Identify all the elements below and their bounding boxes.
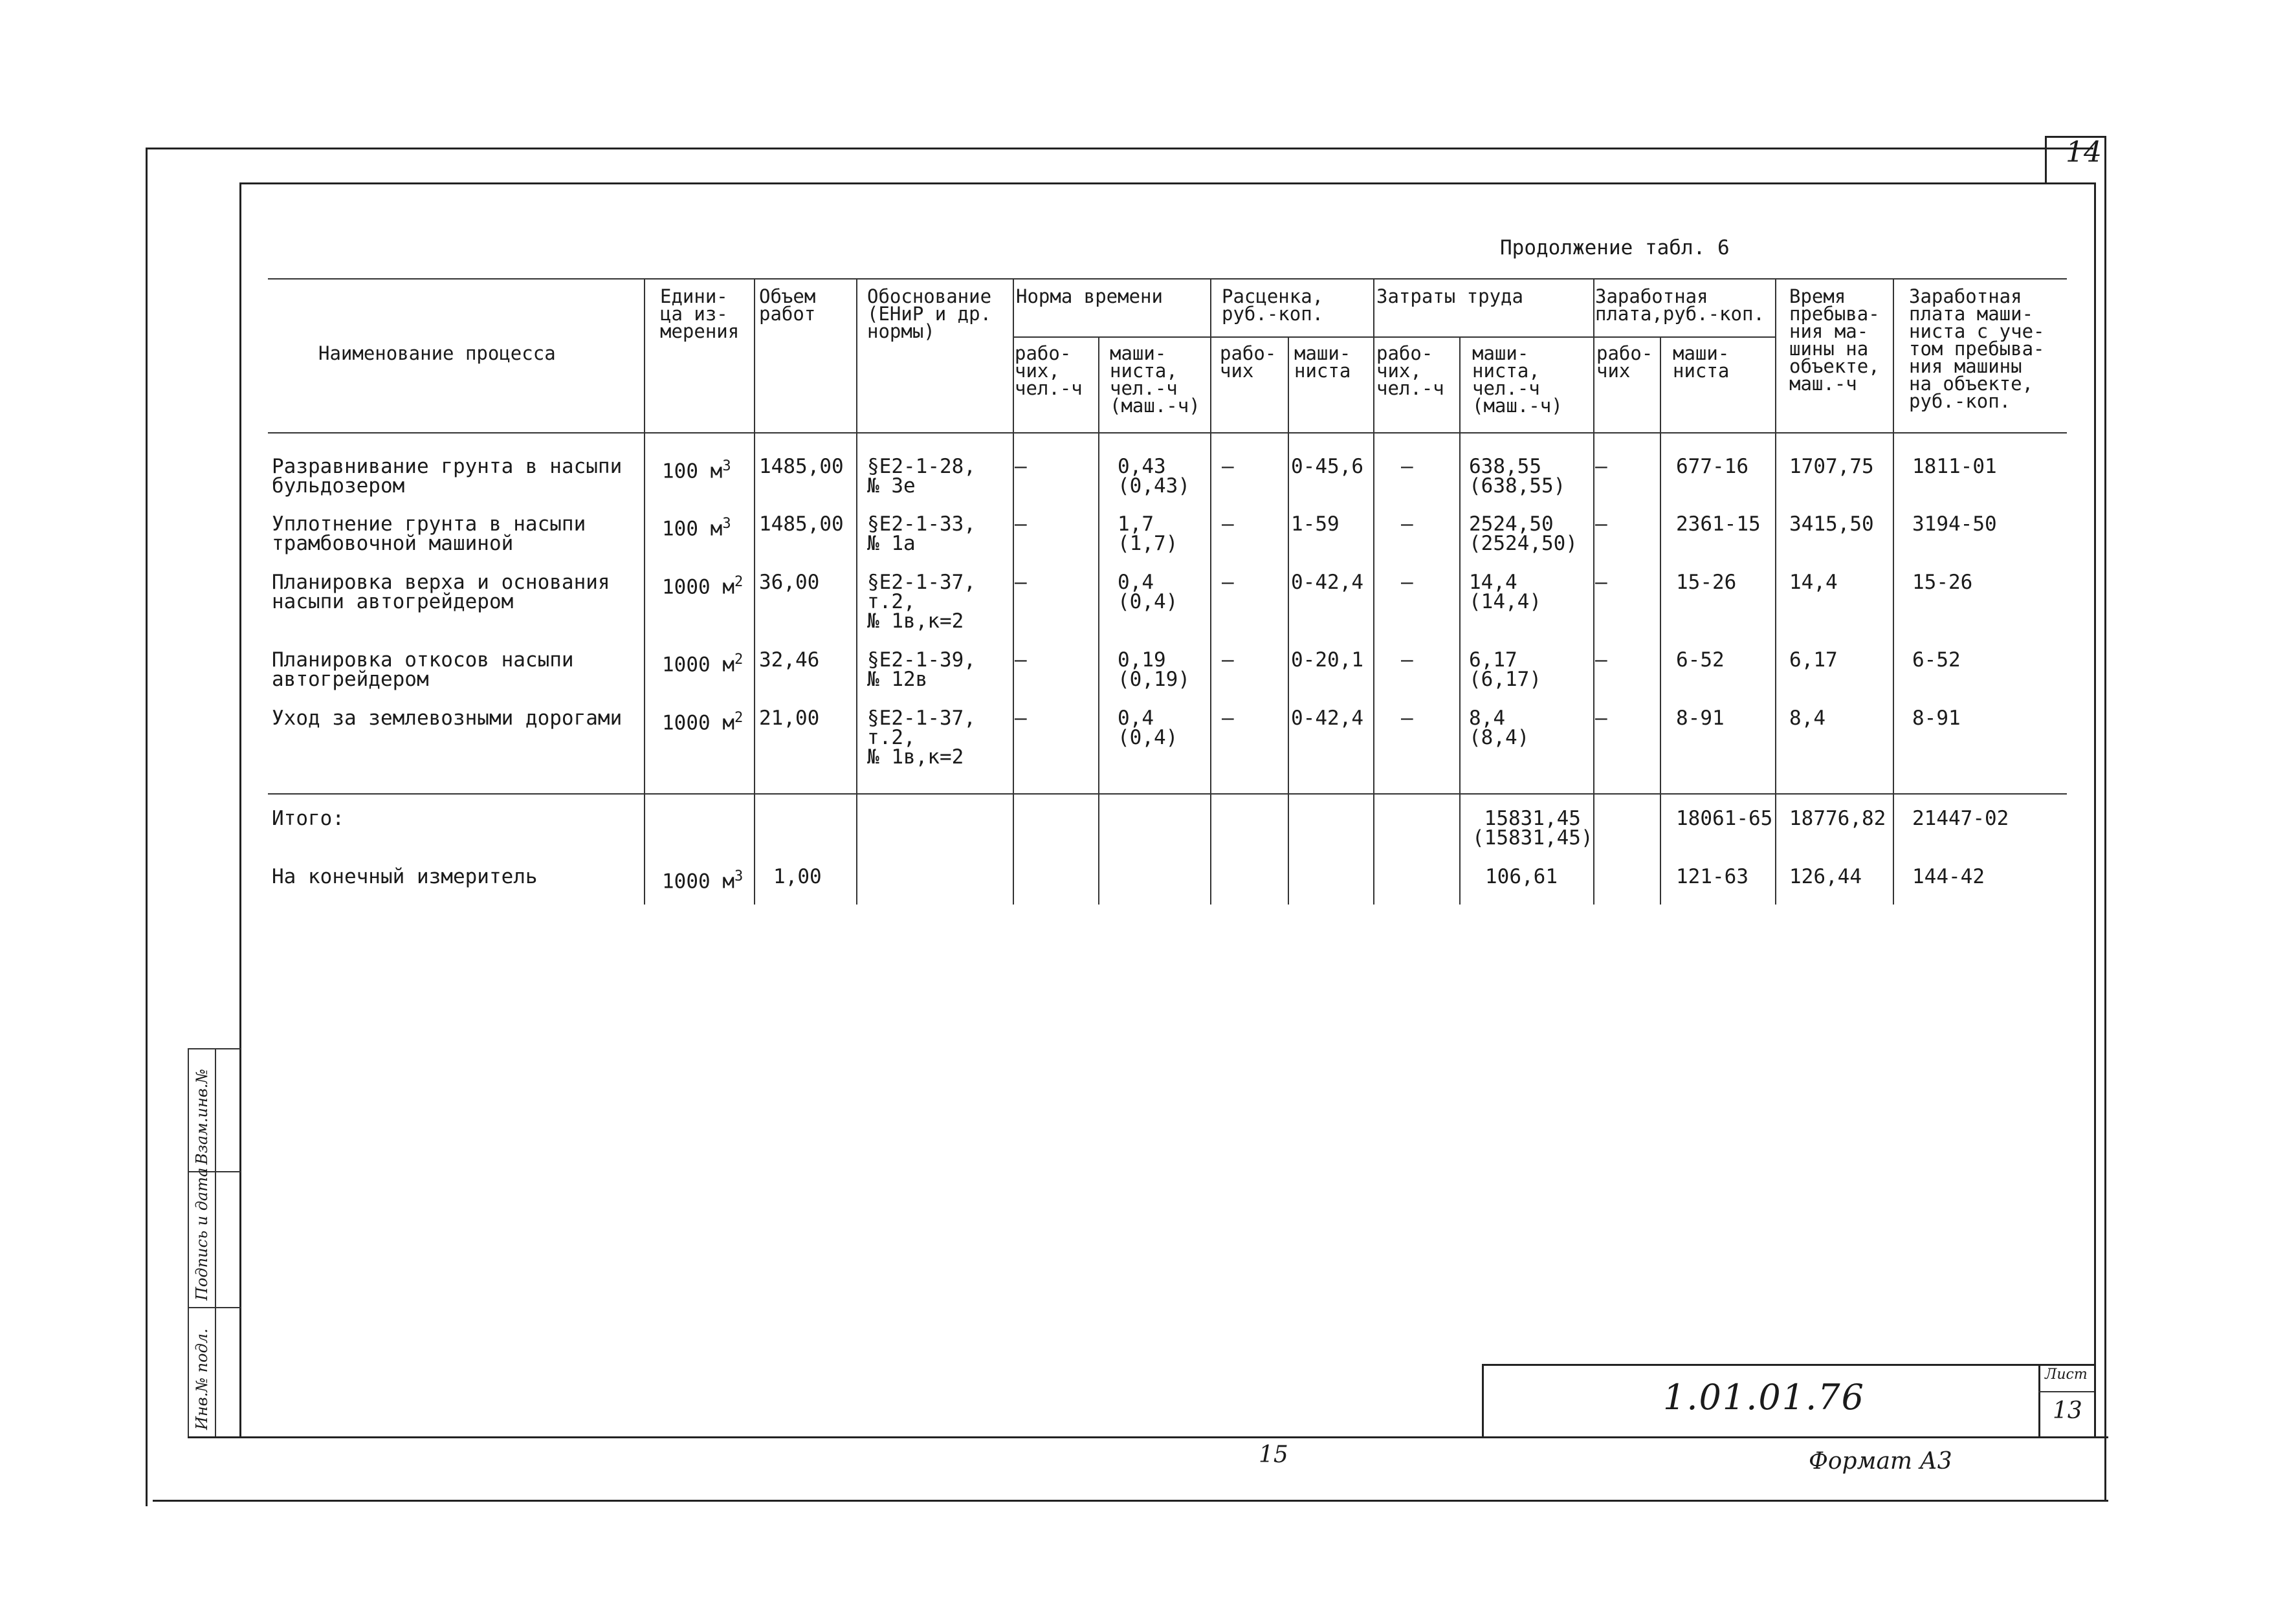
col-line-wage: [1593, 278, 1594, 905]
row-4-norm-d: 0,4 (0,4): [1118, 707, 1178, 749]
row-0-rate-d: 0-45,6: [1291, 455, 1363, 478]
col-line-wagetotal: [1893, 278, 1894, 905]
final-volume: 1,00: [773, 865, 822, 888]
row-1-wage-w: –: [1595, 512, 1607, 536]
side-stamp-left: [188, 1048, 189, 1436]
row-2-name: Планировка верха и основания насыпи автогрейдером: [272, 571, 610, 613]
row-1-rate-w: –: [1222, 512, 1234, 536]
inner-frame-left: [239, 182, 241, 1438]
row-0-basis: §Е2-1-28, № 3е: [867, 455, 976, 498]
row-0-stay: 1707,75: [1789, 455, 1874, 478]
row-1-norm-d: 1,7 (1,7): [1118, 512, 1178, 555]
col-line-stay: [1775, 278, 1776, 905]
row-0-unit: 100 $м^3$: [662, 458, 731, 483]
outer-frame-left: [146, 148, 148, 1506]
table-top-rule: [268, 278, 2067, 280]
row-2-wage-w: –: [1595, 571, 1607, 594]
total-stay: 18776,82: [1789, 807, 1886, 830]
col-line-labor-sub: [1459, 336, 1461, 905]
row-3-rate-d: 0-20,1: [1291, 648, 1363, 672]
subheader-rate-driver: маши- ниста: [1294, 342, 1351, 382]
row-1-norm-w: –: [1015, 512, 1027, 536]
header-basis: Обоснование (ЕНиР и др. нормы): [867, 285, 992, 342]
row-0-wage-total: 1811-01: [1912, 455, 1997, 478]
row-2-norm-d: 0,4 (0,4): [1118, 571, 1178, 613]
row-1-volume: 1485,00: [759, 512, 844, 536]
row-4-basis: §Е2-1-37, т.2, № 1в,к=2: [867, 707, 976, 769]
row-3-stay: 6,17: [1789, 648, 1838, 672]
inner-frame-right: [2094, 182, 2096, 1438]
row-2-unit: 1000 $м^2$: [662, 574, 744, 599]
row-2-basis: §Е2-1-37, т.2, № 1в,к=2: [867, 571, 976, 633]
format-label: Формат А3: [1809, 1448, 1952, 1475]
row-1-unit: 100 $м^3$: [662, 516, 731, 541]
row-4-rate-w: –: [1222, 707, 1234, 730]
bottom-page-number: 15: [1259, 1442, 1288, 1468]
row-4-name: Уход за землевозными дорогами: [272, 707, 623, 730]
stamp-list-divider: [2038, 1364, 2040, 1438]
col-line-labor: [1373, 278, 1374, 905]
subheader-norm-driver: маши- ниста, чел.-ч (маш.-ч): [1110, 342, 1200, 417]
col-line-norm-sub: [1098, 336, 1099, 905]
row-2-norm-w: –: [1015, 571, 1027, 594]
row-3-volume: 32,46: [759, 648, 820, 672]
col-line-wage-sub: [1660, 336, 1661, 905]
row-1-name: Уплотнение грунта в насыпи трамбовочной машиной: [272, 512, 586, 555]
side-stamp-top: [188, 1048, 241, 1049]
col-line-rate-sub: [1288, 336, 1289, 905]
row-1-labor-w: –: [1401, 512, 1413, 536]
col-line-volume: [754, 278, 755, 905]
header-labor: Затраты труда: [1376, 285, 1523, 307]
side-label-inv: Инв.№ подл.: [193, 1328, 211, 1430]
row-4-labor-w: –: [1401, 707, 1413, 730]
outer-frame-right: [2104, 136, 2106, 1500]
row-1-wage-total: 3194-50: [1912, 512, 1997, 536]
row-4-stay: 8,4: [1789, 707, 1825, 730]
row-2-rate-w: –: [1222, 571, 1234, 594]
row-0-labor-w: –: [1401, 455, 1413, 478]
corner-top-number: 14: [2066, 136, 2102, 169]
row-2-volume: 36,00: [759, 571, 820, 594]
row-2-wage-total: 15-26: [1912, 571, 1973, 594]
row-3-labor-w: –: [1401, 648, 1413, 672]
row-0-norm-w: –: [1015, 455, 1027, 478]
row-2-labor-w: –: [1401, 571, 1413, 594]
row-0-name: Разравнивание грунта в насыпи бульдозером: [272, 455, 623, 498]
continuation-title: Продолжение табл. 6: [1500, 236, 1730, 259]
header-unit: Едини- ца из- мерения: [660, 285, 740, 342]
final-wage-driver: 121-63: [1676, 865, 1748, 888]
row-4-labor-d: 8,4 (8,4): [1469, 707, 1530, 749]
row-1-wage-d: 2361-15: [1676, 512, 1761, 536]
row-2-labor-d: 14,4 (14,4): [1469, 571, 1541, 613]
final-wage-total: 144-42: [1912, 865, 1985, 888]
subheader-rate-workers: рабо- чих: [1220, 342, 1277, 382]
subheader-wage-workers: рабо- чих: [1596, 342, 1653, 382]
row-2-rate-d: 0-42,4: [1291, 571, 1363, 594]
row-1-basis: §Е2-1-33, № 1а: [867, 512, 976, 555]
row-0-norm-d: 0,43 (0,43): [1118, 455, 1190, 498]
subheader-labor-driver: маши- ниста, чел.-ч (маш.-ч): [1472, 342, 1563, 417]
row-1-labor-d: 2524,50 (2524,50): [1469, 512, 1578, 555]
header-wage: Заработная плата,руб.-коп.: [1595, 285, 1765, 325]
total-wage-total: 21447-02: [1912, 807, 2009, 830]
final-label: На конечный измеритель: [272, 865, 538, 888]
stamp-list-number: 13: [2053, 1398, 2082, 1424]
row-0-volume: 1485,00: [759, 455, 844, 478]
stamp-list-label: Лист: [2045, 1366, 2088, 1383]
header-wage-driver: Заработная плата маши- ниста с уче- том пребыва- ния машины на объекте, руб.-коп.: [1909, 285, 2045, 412]
col-line-norm: [1013, 278, 1014, 905]
row-4-rate-d: 0-42,4: [1291, 707, 1363, 730]
stamp-left: [1482, 1364, 1484, 1438]
row-1-stay: 3415,50: [1789, 512, 1874, 536]
final-labor-driver: 106,61: [1485, 865, 1558, 888]
subheader-labor-workers: рабо- чих, чел.-ч: [1376, 342, 1444, 399]
subheader-norm-workers: рабо- чих, чел.-ч: [1015, 342, 1083, 399]
row-3-unit: 1000 $м^2$: [662, 652, 744, 677]
final-stay: 126,44: [1789, 865, 1862, 888]
col-line-unit: [644, 278, 645, 905]
row-3-labor-d: 6,17 (6,17): [1469, 648, 1541, 691]
row-2-wage-d: 15-26: [1676, 571, 1737, 594]
subheader-wage-driver: маши- ниста: [1673, 342, 1730, 382]
row-4-unit: 1000 $м^2$: [662, 710, 744, 735]
header-rate: Расценка, руб.-коп.: [1222, 285, 1324, 325]
header-process: Наименование процесса: [318, 342, 556, 364]
row-4-wage-d: 8-91: [1676, 707, 1725, 730]
stamp-code: 1.01.01.76: [1663, 1377, 1865, 1418]
row-3-wage-w: –: [1595, 648, 1607, 672]
outer-frame-bottom: [153, 1500, 2108, 1502]
row-1-rate-d: 1-59: [1291, 512, 1340, 536]
total-wage-driver: 18061-65: [1676, 807, 1773, 830]
header-norm-time: Норма времени: [1016, 285, 1163, 307]
row-3-basis: §Е2-1-39, № 12в: [867, 648, 976, 691]
row-3-norm-w: –: [1015, 648, 1027, 672]
header-stay-time: Время пребыва- ния ма- шины на объекте, маш.-ч: [1789, 285, 1880, 395]
row-0-wage-d: 677-16: [1676, 455, 1748, 478]
final-unit: 1000 $м^3$: [662, 868, 744, 894]
table-total-rule: [268, 793, 2067, 795]
side-label-vzam: Взам.инв.№: [193, 1068, 211, 1165]
side-stamp-div-2: [188, 1307, 241, 1308]
row-4-volume: 21,00: [759, 707, 820, 730]
row-3-norm-d: 0,19 (0,19): [1118, 648, 1190, 691]
row-3-wage-d: 6-52: [1676, 648, 1725, 672]
row-4-wage-total: 8-91: [1912, 707, 1961, 730]
stamp-list-rule: [2038, 1391, 2094, 1392]
header-volume: Объем работ: [759, 285, 816, 325]
side-stamp-mid: [215, 1048, 216, 1436]
row-0-rate-w: –: [1222, 455, 1234, 478]
row-3-rate-w: –: [1222, 648, 1234, 672]
row-3-name: Планировка откосов насыпи автогрейдером: [272, 648, 574, 691]
row-4-norm-w: –: [1015, 707, 1027, 730]
outer-frame-top: [146, 148, 2093, 149]
stamp-top: [1482, 1364, 2094, 1366]
frame-right-sheet-edge: [2045, 136, 2047, 182]
col-line-rate: [1210, 278, 1211, 905]
total-label: Итого:: [272, 807, 344, 830]
inner-frame-bottom: [188, 1436, 2108, 1438]
row-3-wage-total: 6-52: [1912, 648, 1961, 672]
total-labor-driver: 15831,45 (15831,45): [1472, 807, 1593, 850]
side-label-sign: Подпись и дата: [193, 1167, 211, 1300]
row-4-wage-w: –: [1595, 707, 1607, 730]
col-line-basis: [856, 278, 857, 905]
row-0-labor-d: 638,55 (638,55): [1469, 455, 1566, 498]
table-header-bottom-rule: [268, 432, 2067, 433]
inner-frame-top: [239, 182, 2095, 184]
row-0-wage-w: –: [1595, 455, 1607, 478]
row-2-stay: 14,4: [1789, 571, 1838, 594]
